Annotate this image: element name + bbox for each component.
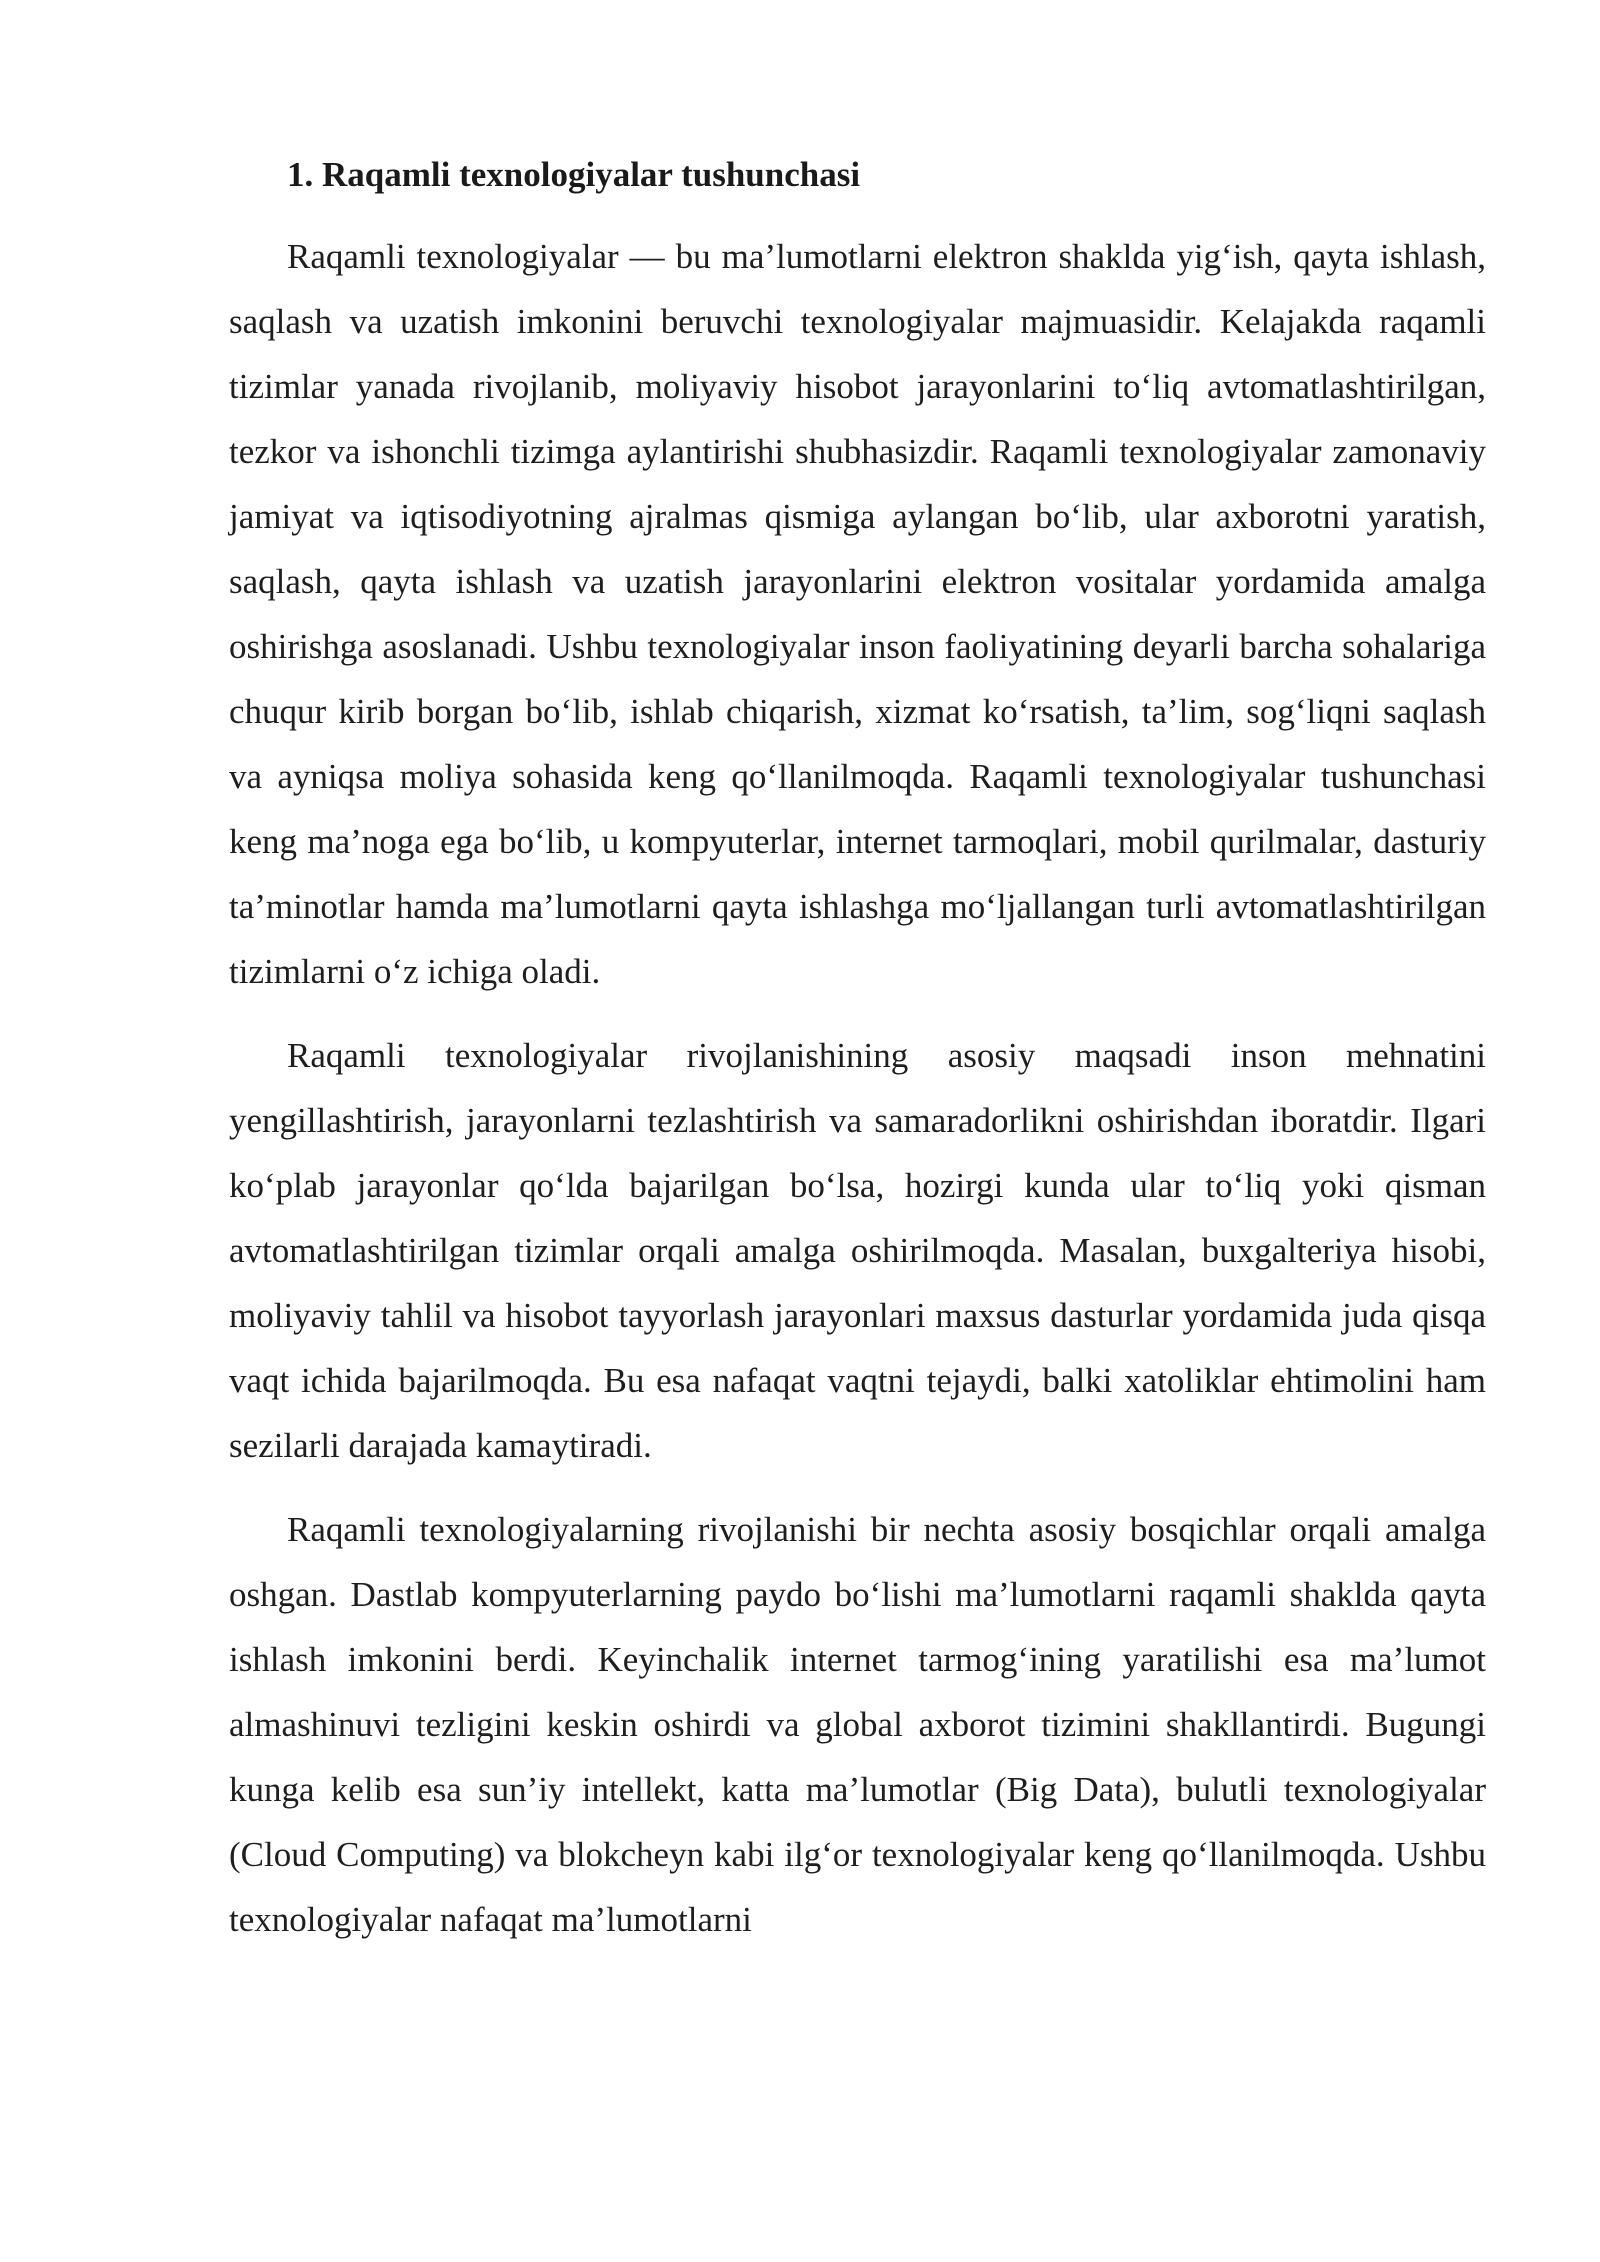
paragraph-2: Raqamli texnologiyalar rivojlanishining asosiy maqsadi inson mehnatini yengillashtirish, jarayonlarni tezlashtirish va samaradorlikni oshirishdan iboratdir. Ilgari ko‘plab jarayonlar qo‘lda bajarilgan bo‘lsa, hozirgi kunda ular to‘liq yoki qisman avtomatlashtirilgan tizimlar orqali amalga oshirilmoqda. Masalan, buxgalteriya hisobi, moliyaviy tahlil va hisobot tayyorlash jarayonlari maxsus dasturlar yordamida juda qisqa vaqt ichida bajarilmoqda. Bu esa nafaqat vaqtni tejaydi, balki xatoliklar ehtimolini ham sezilarli darajada kamaytiradi. <box>229 1036 1486 1465</box>
paragraph-3: Raqamli texnologiyalarning rivojlanishi bir nechta asosiy bosqichlar orqali amalga oshgan. Dastlab kompyuterlarning paydo bo‘lishi ma’lumotlarni raqamli shaklda qayta ishlash imkonini berdi. Keyinchalik internet tarmog‘ining yaratilishi esa ma’lumot almashinuvi tezligini keskin oshirdi va global axborot tizimini shakllantirdi. Bugungi kunga kelib esa sun’iy intellekt, katta ma’lumotlar (Big Data), bulutli texnologiyalar (Cloud Computing) va blokcheyn kabi ilg‘or texnologiyalar keng qo‘llanilmoqda. Ushbu texnologiyalar nafaqat ma’lumotlarni <box>229 1510 1486 1939</box>
document-body <box>229 150 1486 1971</box>
section-heading: 1. Raqamli texnologiyalar tushunchasi <box>287 155 861 194</box>
paragraph-1: Raqamli texnologiyalar — bu ma’lumotlarni elektron shaklda yig‘ish, qayta ishlash, saqlash va uzatish imkonini beruvchi texnologiyalar majmuasidir. Kelajakda raqamli tizimlar yanada rivojlanib, moliyaviy hisobot jarayonlarini to‘liq avtomatlashtirilgan, tezkor va ishonchli tizimga aylantirishi shubhasizdir. Raqamli texnologiyalar zamonaviy jamiyat va iqtisodiyotning ajralmas qismiga aylangan bo‘lib, ular axborotni yaratish, saqlash, qayta ishlash va uzatish jarayonlarini elektron vositalar yordamida amalga oshirishga asoslanadi. Ushbu texnologiyalar inson faoliyatining deyarli barcha sohalariga chuqur kirib borgan bo‘lib, ishlab chiqarish, xizmat ko‘rsatish, ta’lim, sog‘liqni saqlash va ayniqsa moliya sohasida keng qo‘llanilmoqda. Raqamli texnologiyalar tushunchasi keng ma’noga ega bo‘lib, u kompyuterlar, internet tarmoqlari, mobil qurilmalar, dasturiy ta’minotlar hamda ma’lumotlarni qayta ishlashga mo‘ljallangan turli avtomatlashtirilgan tizimlarni o‘z ichiga oladi. <box>229 237 1486 991</box>
